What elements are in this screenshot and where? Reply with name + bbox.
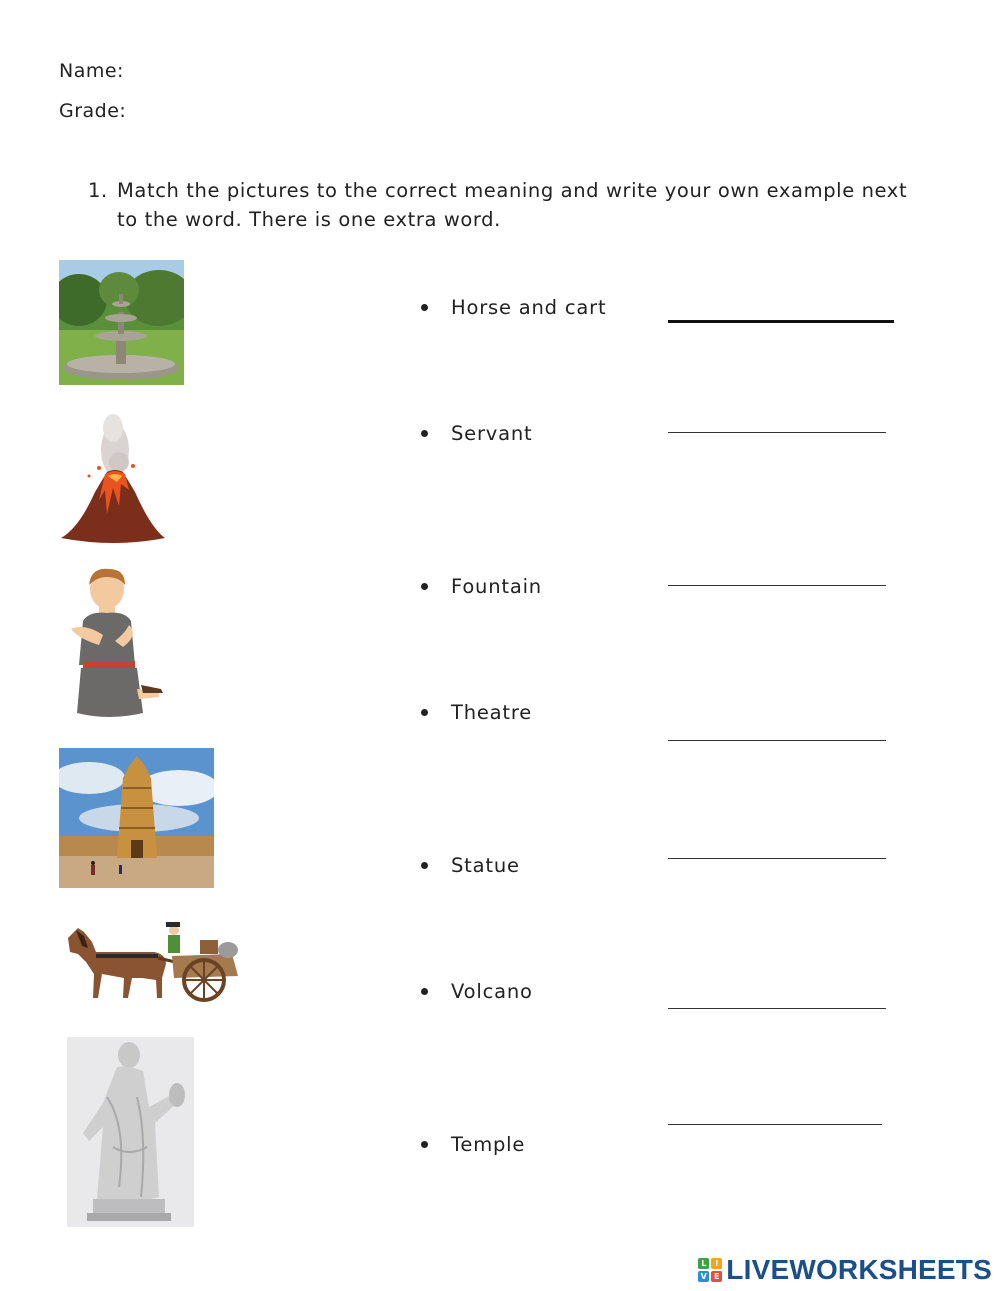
word-item bbox=[421, 1133, 525, 1156]
bullet-icon bbox=[421, 862, 428, 869]
word-label: Statue bbox=[451, 854, 520, 877]
bullet-icon bbox=[421, 1141, 428, 1148]
answer-line[interactable] bbox=[668, 740, 886, 741]
horse-cart-image[interactable] bbox=[62, 918, 242, 1008]
logo-letter: L bbox=[698, 1258, 709, 1269]
grade-label: Grade: bbox=[59, 100, 127, 122]
answer-line[interactable] bbox=[668, 858, 886, 859]
word-label: Horse and cart bbox=[451, 296, 607, 319]
word-item bbox=[421, 296, 606, 319]
bullet-icon bbox=[421, 709, 428, 716]
word-label: Temple bbox=[451, 1133, 526, 1156]
logo-letter: V bbox=[698, 1271, 709, 1282]
bullet-icon bbox=[421, 430, 428, 437]
instruction-text: Match the pictures to the correct meaning and write your own example next to the word. There is one extra word. bbox=[117, 179, 908, 231]
servant-image[interactable] bbox=[59, 565, 164, 723]
temple-image[interactable] bbox=[59, 748, 214, 888]
answer-line[interactable] bbox=[668, 432, 886, 433]
word-label: Volcano bbox=[451, 980, 533, 1003]
word-item bbox=[421, 980, 533, 1003]
answer-line[interactable] bbox=[668, 585, 886, 586]
liveworksheets-logo[interactable] bbox=[698, 1254, 992, 1286]
answer-line[interactable] bbox=[668, 1124, 882, 1125]
word-item bbox=[421, 854, 520, 877]
answer-line[interactable] bbox=[668, 1008, 886, 1009]
bullet-icon bbox=[421, 988, 428, 995]
bullet-icon bbox=[421, 304, 428, 311]
name-label: Name: bbox=[59, 60, 124, 82]
logo-letter: E bbox=[711, 1271, 722, 1282]
logo-letter: I bbox=[711, 1258, 722, 1269]
word-label: Servant bbox=[451, 422, 533, 445]
fountain-image[interactable] bbox=[59, 260, 184, 385]
volcano-image[interactable] bbox=[59, 410, 169, 548]
word-label: Theatre bbox=[451, 701, 533, 724]
logo-grid-icon bbox=[698, 1258, 722, 1282]
logo-text: LIVEWORKSHEETS bbox=[726, 1254, 992, 1285]
word-label: Fountain bbox=[451, 575, 542, 598]
instruction-number: 1. bbox=[88, 179, 108, 202]
statue-image[interactable] bbox=[67, 1037, 194, 1227]
word-item bbox=[421, 575, 542, 598]
bullet-icon bbox=[421, 583, 428, 590]
word-item bbox=[421, 422, 533, 445]
word-item bbox=[421, 701, 532, 724]
answer-line[interactable] bbox=[668, 320, 894, 323]
